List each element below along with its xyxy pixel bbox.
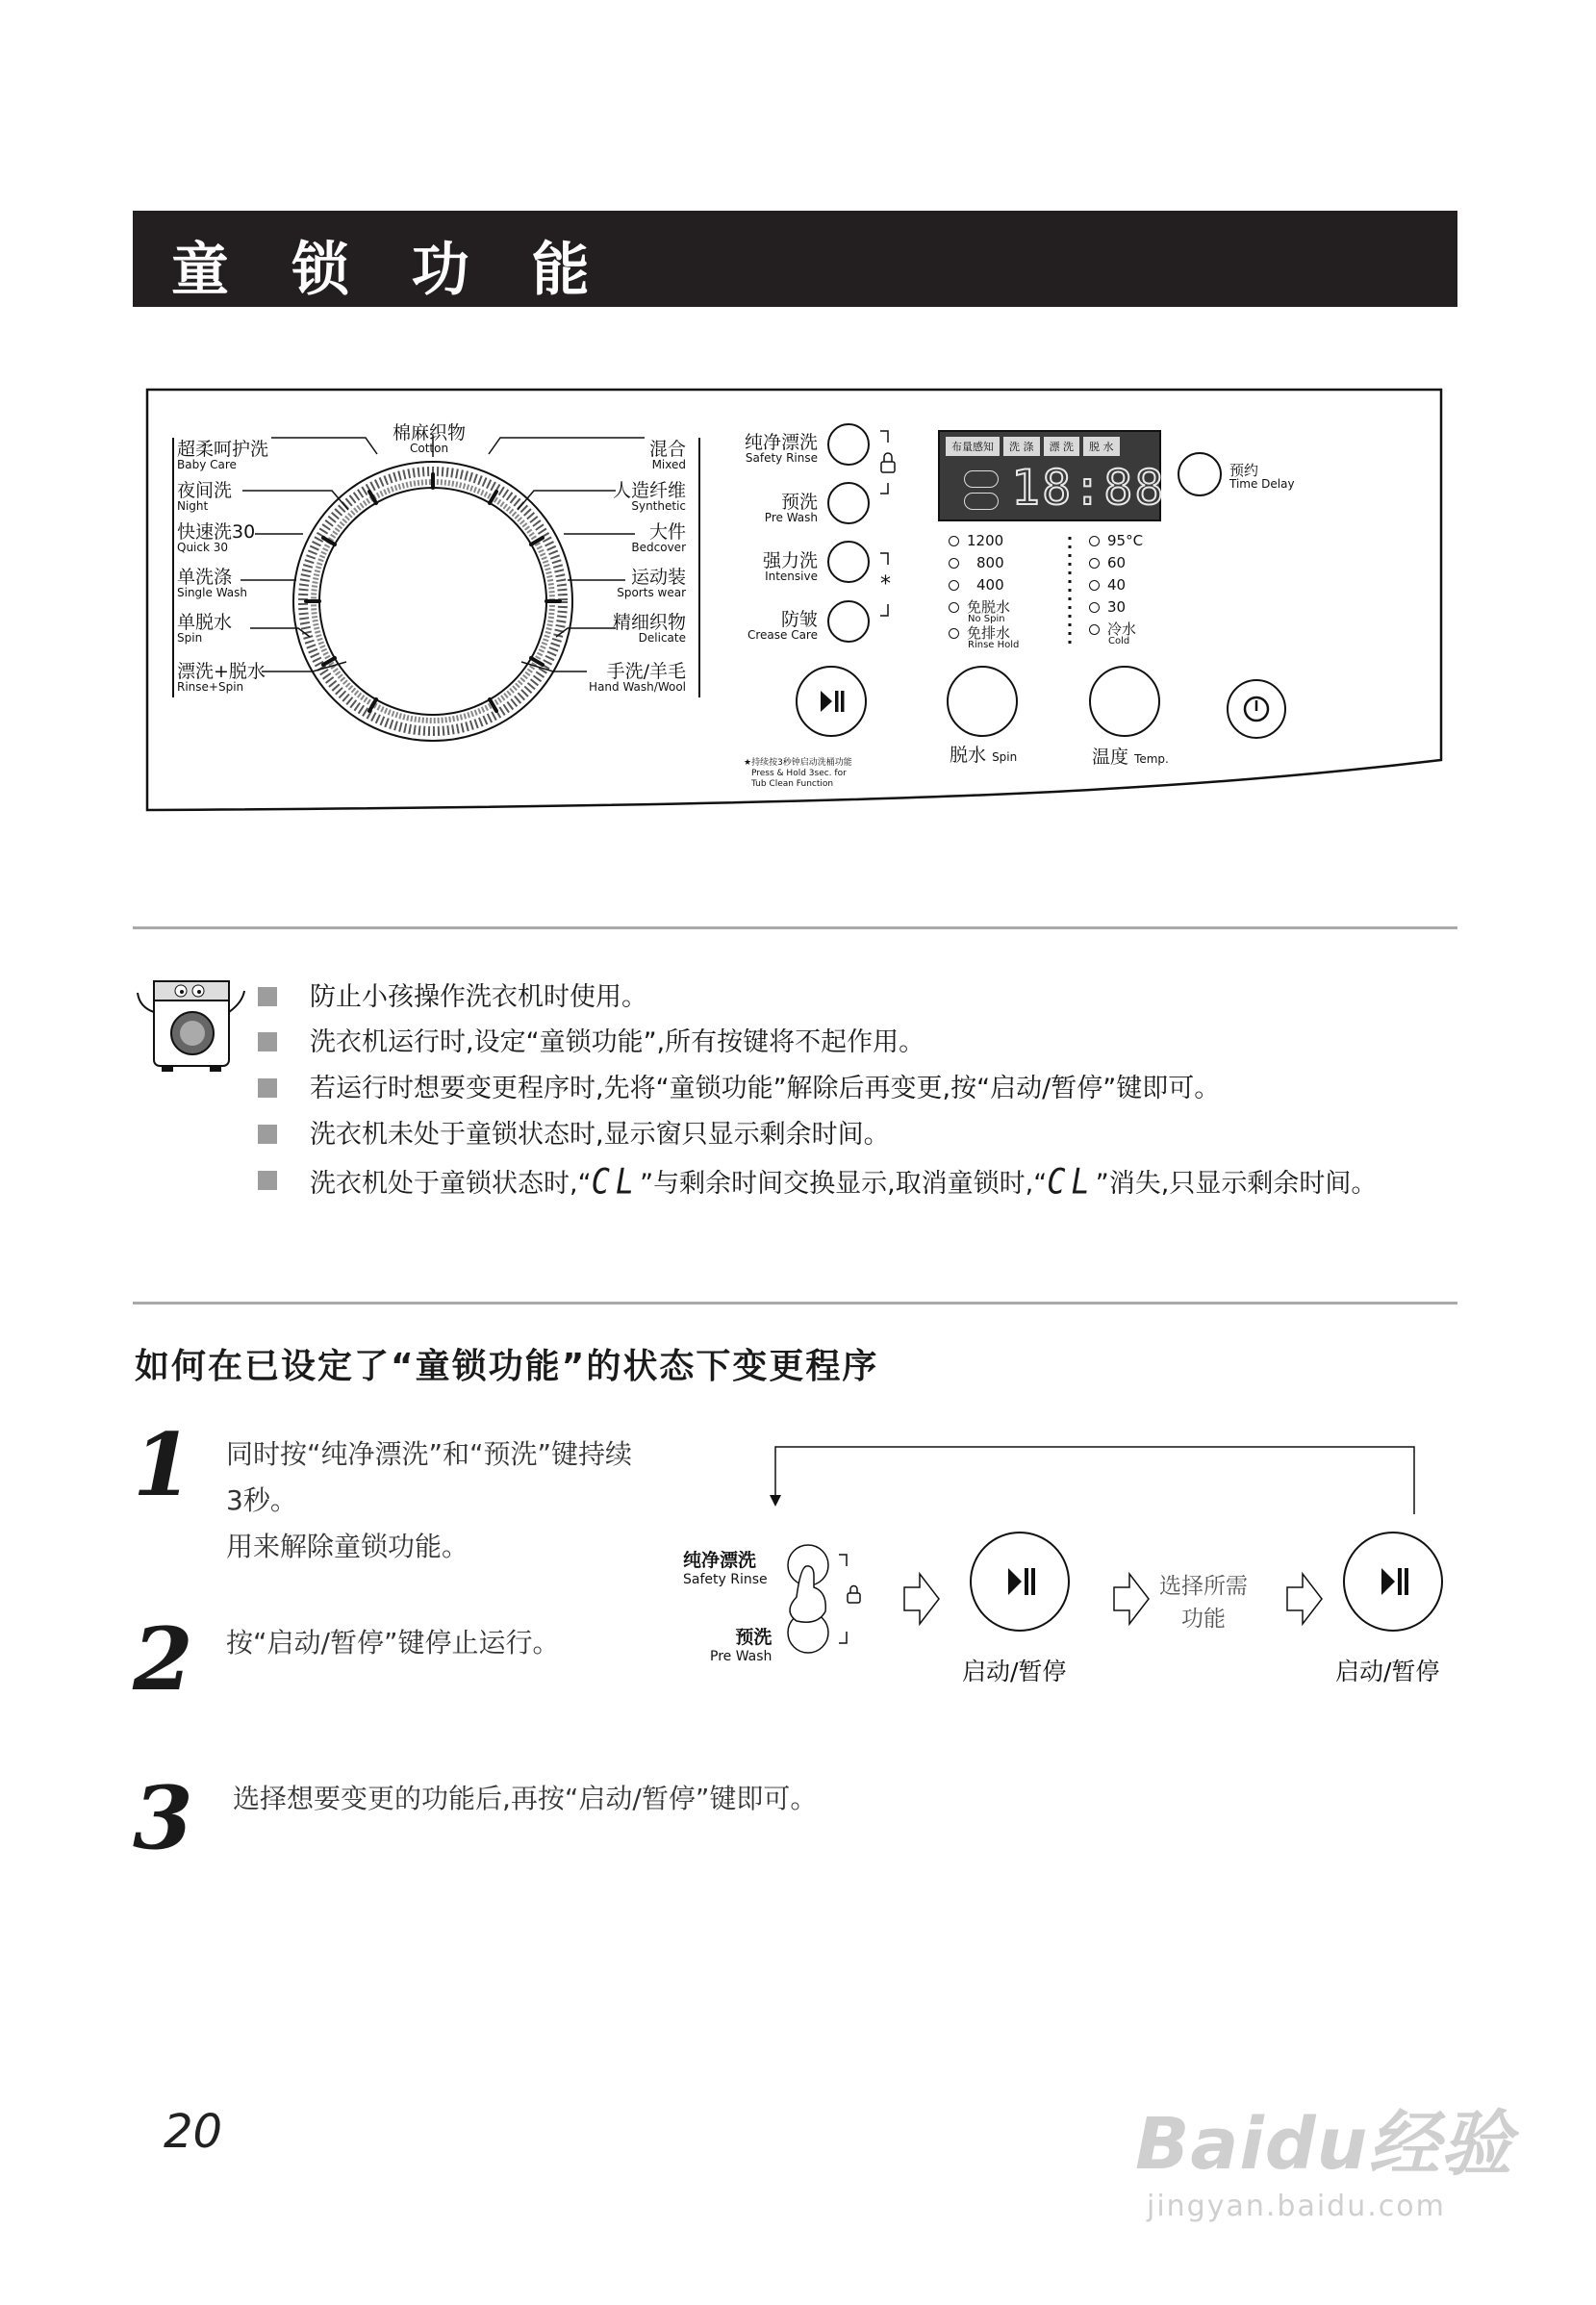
washing-machine-mascot-icon bbox=[135, 964, 250, 1075]
option-label-crease-care: 防皱 Crease Care bbox=[747, 609, 818, 642]
program-label-left: 漂洗+脱水 Rinse+Spin bbox=[177, 661, 266, 694]
crease-care-button[interactable] bbox=[827, 600, 870, 643]
play-pause-icon bbox=[798, 668, 865, 735]
program-label-left: 单脱水 Spin bbox=[177, 612, 233, 645]
temp-button[interactable] bbox=[1089, 666, 1160, 737]
display-screen bbox=[938, 430, 1166, 521]
program-label-right: 混合 Mixed bbox=[648, 439, 686, 471]
diagram-choose-function-text: 选择所需 功能 bbox=[1159, 1574, 1248, 1632]
spin-button[interactable] bbox=[947, 666, 1018, 737]
time-delay-label: 预约 Time Delay bbox=[1229, 462, 1295, 491]
temp-indicator: 30 bbox=[1089, 600, 1126, 615]
program-label-left: 快速洗30 Quick 30 bbox=[177, 521, 256, 554]
program-label-left: 单洗涤 Single Wash bbox=[177, 567, 248, 599]
program-label-left: 超柔呵护洗 Baby Care bbox=[177, 439, 269, 471]
diagram-safety-rinse-label: 纯净漂洗 Safety Rinse bbox=[683, 1550, 768, 1587]
program-label-top: 棉麻织物 Cotton bbox=[393, 422, 467, 455]
diagram-start-pause-button bbox=[1343, 1532, 1443, 1632]
option-label-pre-wash: 预洗 Pre Wash bbox=[764, 492, 818, 524]
cl-display-glyph: CL bbox=[1047, 1160, 1096, 1203]
baidu-watermark bbox=[1135, 2088, 1512, 2223]
temp-indicator: 冷水 Cold bbox=[1089, 622, 1136, 646]
section-title-bar bbox=[133, 211, 1457, 307]
play-pause-icon bbox=[972, 1533, 1068, 1630]
control-panel-illustration bbox=[144, 385, 1448, 813]
safety-rinse-button[interactable] bbox=[827, 423, 870, 466]
star-icon: * bbox=[880, 572, 891, 596]
step-3-text: 选择想要变更的功能后,再按“启动/暂停”键即可。 bbox=[233, 1783, 818, 1814]
display-tab: 洗 涤 bbox=[1003, 437, 1040, 456]
intensive-button[interactable] bbox=[827, 541, 870, 583]
watermark-logo: Baidu经验 bbox=[1135, 2103, 1513, 2186]
subheading: 如何在已设定了“童锁功能”的状态下变更程序 bbox=[135, 1347, 879, 1386]
display-tab: 脱 水 bbox=[1083, 437, 1120, 456]
program-label-right: 精细织物 Delicate bbox=[612, 612, 686, 645]
program-label-left: 夜间洗 Night bbox=[177, 480, 233, 513]
spin-indicator: 免排水 Rinse Hold bbox=[949, 626, 1019, 650]
cl-display-glyph: CL bbox=[591, 1160, 641, 1203]
spin-indicator: 800 bbox=[949, 556, 1004, 570]
temp-indicator: 60 bbox=[1089, 556, 1126, 570]
time-delay-button[interactable] bbox=[1178, 452, 1222, 496]
spin-indicator: 1200 bbox=[949, 534, 1003, 548]
play-pause-indicator-icon bbox=[964, 493, 999, 510]
program-label-right: 人造纤维 Synthetic bbox=[612, 480, 686, 513]
temp-indicator: 95°C bbox=[1089, 534, 1143, 548]
program-label-right: 手洗/羊毛 Hand Wash/Wool bbox=[589, 661, 686, 694]
play-pause-icon bbox=[1345, 1533, 1441, 1630]
display-tab: 布量感知 bbox=[946, 437, 1000, 456]
spin-indicator: 免脱水 No Spin bbox=[949, 600, 1010, 624]
spin-button-label: 脱水 Spin bbox=[950, 745, 1018, 766]
watermark-url: jingyan.baidu.com bbox=[1147, 2190, 1446, 2223]
start-pause-button[interactable] bbox=[796, 666, 867, 737]
tub-clean-note: ★持续按3秒钟启动洗桶功能 Press & Hold 3sec. for Tub Clean Function bbox=[744, 758, 852, 789]
option-label-safety-rinse: 纯净漂洗 Safety Rinse bbox=[744, 432, 818, 465]
power-button[interactable] bbox=[1227, 679, 1286, 739]
temp-button-label: 温度 Temp. bbox=[1092, 747, 1169, 768]
display-digits: 18:88 bbox=[1011, 460, 1166, 516]
step-number: 2 bbox=[133, 1608, 193, 1710]
section-title: 童 锁 功 能 bbox=[171, 237, 611, 304]
pre-wash-button[interactable] bbox=[827, 482, 870, 524]
step-number: 3 bbox=[133, 1767, 193, 1869]
program-label-right: 大件 Bedcover bbox=[631, 521, 686, 554]
power-icon bbox=[1229, 681, 1284, 737]
diagram-pre-wash-label: 预洗 Pre Wash bbox=[710, 1627, 773, 1664]
diagram-start-pause-label: 启动/暂停 bbox=[962, 1658, 1067, 1685]
section-divider bbox=[133, 1302, 1457, 1304]
step-1-text: 同时按“纯净漂洗”和“预洗”键持续 3秒。 用来解除童锁功能。 bbox=[226, 1438, 633, 1562]
option-label-intensive: 强力洗 Intensive bbox=[762, 550, 818, 583]
eco-icon bbox=[964, 470, 999, 488]
diagram-start-pause-button bbox=[970, 1532, 1070, 1632]
section-divider bbox=[133, 926, 1457, 929]
diagram-start-pause-label: 启动/暂停 bbox=[1335, 1658, 1440, 1685]
step-2-text: 按“启动/暂停”键停止运行。 bbox=[226, 1627, 560, 1659]
temp-indicator: 40 bbox=[1089, 578, 1126, 593]
program-label-right: 运动装 Sports wear bbox=[617, 567, 686, 599]
spin-indicator: 400 bbox=[949, 578, 1004, 593]
page-number: 20 bbox=[164, 2105, 223, 2159]
display-tab: 漂 洗 bbox=[1044, 437, 1080, 456]
step-number: 1 bbox=[133, 1414, 193, 1516]
